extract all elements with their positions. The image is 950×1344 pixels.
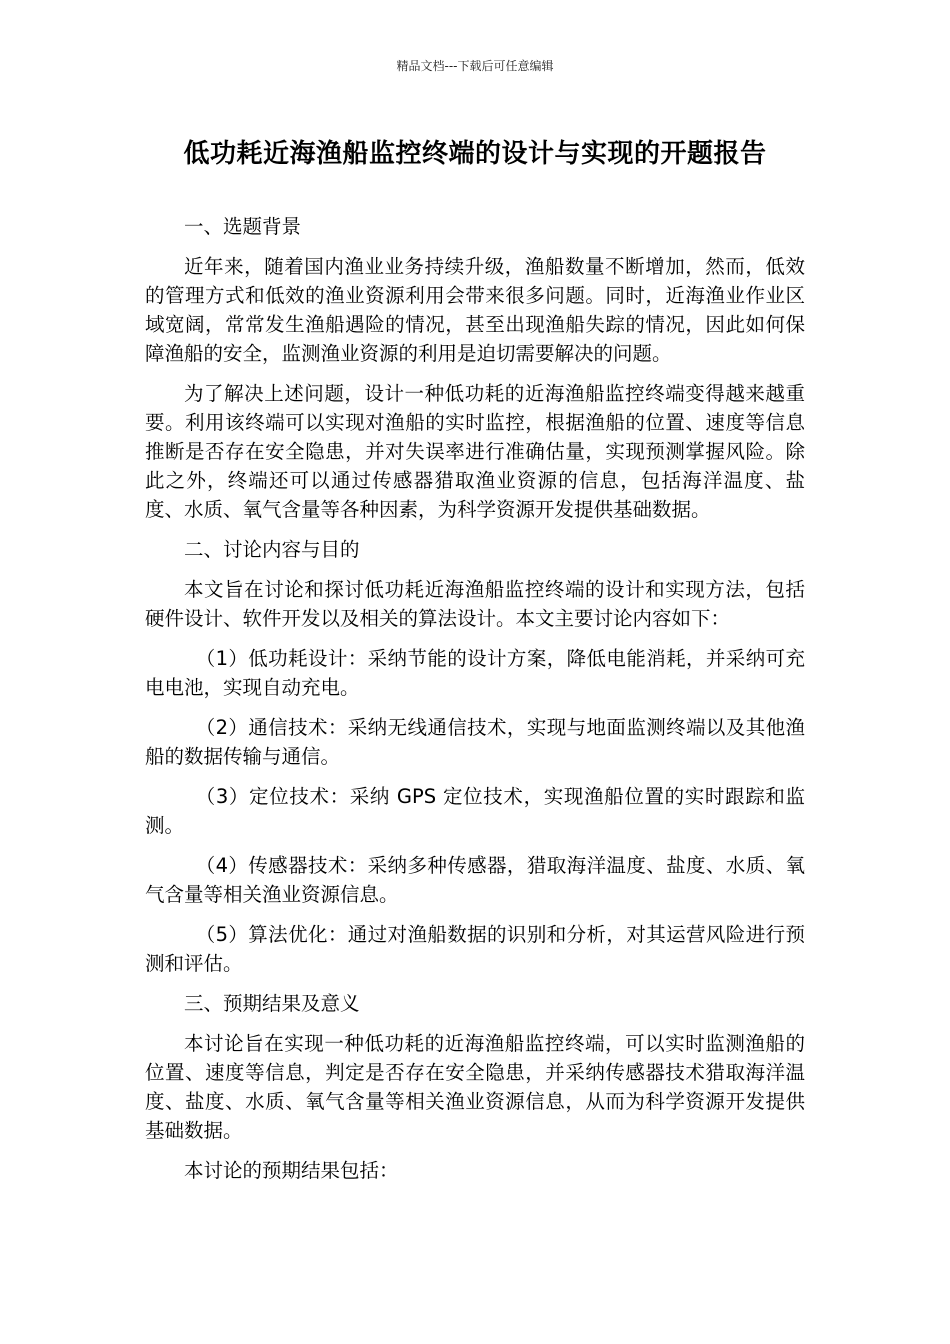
list-item: （5）算法优化：通过对渔船数据的识别和分析，对其运营风险进行预测和评估。: [145, 923, 805, 975]
document-title: 低功耗近海渔船监控终端的设计与实现的开题报告: [183, 139, 767, 169]
paragraph: 本讨论旨在实现一种低功耗的近海渔船监控终端，可以实时监测渔船的位置、速度等信息，判定是否存在安全隐患，并采纳传感器技术猎取海洋温度、盐度、水质、氧气含量等相关渔业资源信息，从而为科学资源开发提供基础数据。: [145, 1032, 805, 1142]
paragraph: 近年来，随着国内渔业业务持续升级，渔船数量不断增加，然而，低效的管理方式和低效的渔业资源利用会带来很多问题。同时，近海渔业作业区域宽阔，常常发生渔船遇险的情况，甚至出现渔船失踪的情况，因此如何保障渔船的安全，监测渔业资源的利用是迫切需要解决的问题。: [145, 255, 805, 365]
paragraph: 本讨论的预期结果包括：: [184, 1159, 399, 1182]
paragraph: 为了解决上述问题，设计一种低功耗的近海渔船监控终端变得越来越重要。利用该终端可以实现对渔船的实时监控，根据渔船的位置、速度等信息推断是否存在安全隐患，并对失误率进行准确估量，实现预测掌握风险。除此之外，终端还可以通过传感器猎取渔业资源的信息，包括海洋温度、盐度、水质、氧气含量等各种因素，为科学资源开发提供基础数据。: [145, 382, 805, 521]
section-heading-expected-results: 三、预期结果及意义: [184, 992, 360, 1015]
paragraph: 本文旨在讨论和探讨低功耗近海渔船监控终端的设计和实现方法，包括硬件设计、软件开发以及相关的算法设计。本文主要讨论内容如下：: [145, 578, 805, 630]
section-heading-research-content: 二、讨论内容与目的: [184, 538, 360, 561]
list-item: （4）传感器技术：采纳多种传感器，猎取海洋温度、盐度、水质、氧气含量等相关渔业资源信息。: [145, 854, 805, 906]
list-item: （3）定位技术：采纳 GPS 定位技术，实现渔船位置的实时跟踪和监测。: [145, 785, 805, 837]
document-body: [145, 212, 805, 1196]
list-item: （2）通信技术：采纳无线通信技术，实现与地面监测终端以及其他渔船的数据传输与通信。: [145, 716, 805, 768]
list-item: （1）低功耗设计：采纳节能的设计方案，降低电能消耗，并采纳可充电电池，实现自动充电。: [145, 647, 805, 699]
section-heading-background: 一、选题背景: [184, 215, 302, 238]
page-header: 精品文档---下载后可任意编辑: [396, 59, 554, 73]
